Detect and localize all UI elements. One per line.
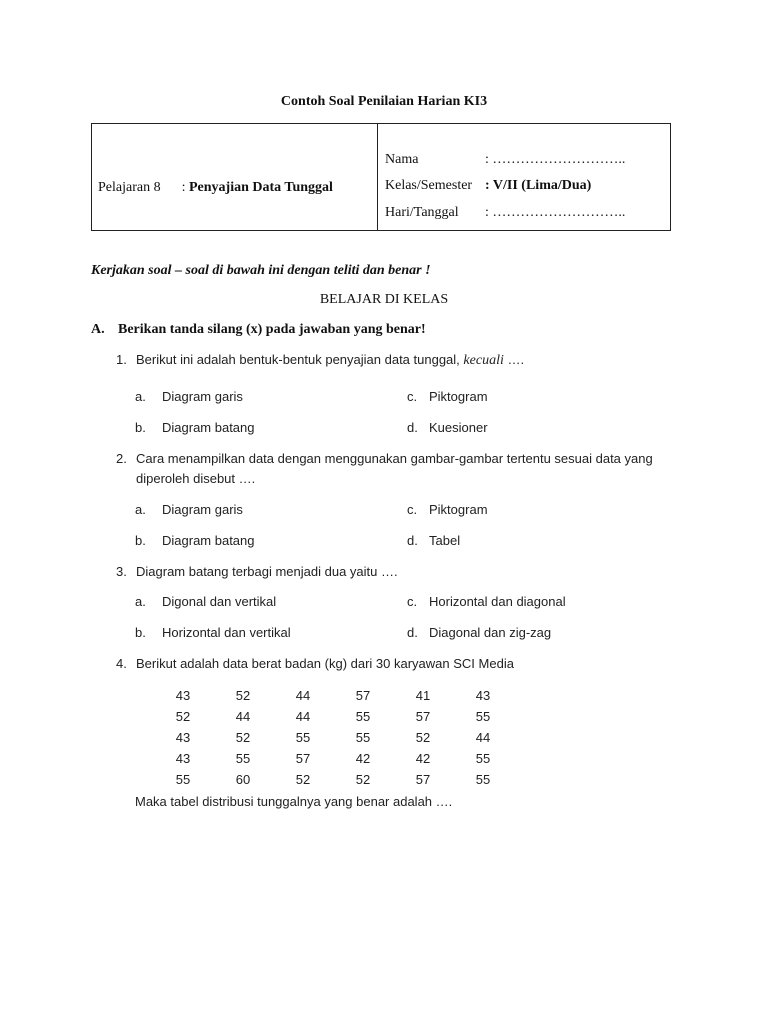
option-letter: c. <box>407 389 418 404</box>
option-text: Horizontal dan diagonal <box>429 594 566 609</box>
class-label: Kelas/Semester <box>385 178 473 193</box>
question-4-followup: Maka tabel distribusi tunggalnya yang benar adalah …. <box>135 794 453 809</box>
class-value: : V/II (Lima/Dua) <box>485 178 592 193</box>
data-cell: 44 <box>295 709 311 724</box>
section-title: BELAJAR DI KELAS <box>319 292 449 307</box>
q1-option-a[interactable] <box>135 389 243 404</box>
lesson-topic: Penyajian Data Tunggal <box>188 180 333 195</box>
data-cell: 42 <box>415 751 431 766</box>
option-letter: a. <box>135 594 146 609</box>
question-1-text <box>136 352 524 369</box>
q1-option-b[interactable] <box>135 420 255 435</box>
data-cell: 43 <box>175 751 191 766</box>
data-cell: 55 <box>175 772 191 787</box>
option-letter: b. <box>135 533 146 548</box>
q1-option-d[interactable] <box>407 420 488 435</box>
instruction: Kerjakan soal – soal di bawah ini dengan teliti dan benar ! <box>91 263 431 278</box>
table-divider <box>377 124 378 230</box>
option-letter: a. <box>135 502 146 517</box>
question-3-number: 3. <box>116 564 127 579</box>
page-title: Contoh Soal Penilaian Harian KI3 <box>280 94 488 109</box>
data-cell: 60 <box>235 772 251 787</box>
identity-table <box>91 123 671 231</box>
data-cell: 43 <box>175 730 191 745</box>
lesson-cell <box>98 180 333 196</box>
data-cell: 57 <box>355 688 371 703</box>
class-row <box>385 178 591 194</box>
name-label: Nama <box>385 152 419 167</box>
data-cell: 52 <box>415 730 431 745</box>
data-cell: 44 <box>235 709 251 724</box>
part-a-text: Berikan tanda silang (x) pada jawaban yang benar! <box>118 322 426 337</box>
option-letter: b. <box>135 625 146 640</box>
date-label: Hari/Tanggal <box>385 205 459 220</box>
question-2-line2: diperoleh disebut …. <box>136 471 256 486</box>
data-cell: 52 <box>295 772 311 787</box>
question-4-number: 4. <box>116 656 127 671</box>
option-text: Diagonal dan zig-zag <box>429 625 552 640</box>
data-cell: 52 <box>175 709 191 724</box>
data-cell: 55 <box>475 772 491 787</box>
data-cell: 57 <box>415 772 431 787</box>
option-letter: c. <box>407 594 418 609</box>
data-cell: 41 <box>415 688 431 703</box>
q3-option-d[interactable] <box>407 625 551 640</box>
question-1-tail: …. <box>503 352 525 367</box>
q3-option-b[interactable] <box>135 625 291 640</box>
data-cell: 55 <box>295 730 311 745</box>
option-letter: d. <box>407 420 418 435</box>
question-1-main: Berikut ini adalah bentuk-bentuk penyajian data tunggal, <box>136 352 460 367</box>
name-value: : ……………………….. <box>485 152 626 167</box>
data-cell: 55 <box>235 751 251 766</box>
option-text: Diagram batang <box>162 420 255 435</box>
data-cell: 52 <box>355 772 371 787</box>
option-letter: d. <box>407 625 418 640</box>
part-a-letter: A. <box>91 322 105 337</box>
question-1-italic: kecuali <box>463 353 504 368</box>
q1-option-c[interactable] <box>407 389 488 404</box>
option-text: Diagram garis <box>162 502 243 517</box>
data-cell: 55 <box>355 709 371 724</box>
data-cell: 52 <box>235 730 251 745</box>
option-letter: b. <box>135 420 146 435</box>
data-cell: 44 <box>475 730 491 745</box>
q3-option-c[interactable] <box>407 594 566 609</box>
data-cell: 52 <box>235 688 251 703</box>
q2-option-a[interactable] <box>135 502 243 517</box>
question-3-text: Diagram batang terbagi menjadi dua yaitu …. <box>136 564 398 579</box>
option-letter: d. <box>407 533 418 548</box>
name-row <box>385 152 625 168</box>
option-text: Digonal dan vertikal <box>162 594 277 609</box>
lesson-label: Pelajaran 8 <box>98 180 161 195</box>
option-text: Piktogram <box>429 389 488 404</box>
option-letter: c. <box>407 502 418 517</box>
q2-option-c[interactable] <box>407 502 488 517</box>
option-text: Piktogram <box>429 502 488 517</box>
q2-option-b[interactable] <box>135 533 255 548</box>
data-cell: 55 <box>475 751 491 766</box>
option-text: Diagram batang <box>162 533 255 548</box>
data-cell: 55 <box>475 709 491 724</box>
data-cell: 44 <box>295 688 311 703</box>
data-cell: 43 <box>475 688 491 703</box>
question-1-number: 1. <box>116 352 127 367</box>
date-value: : ……………………….. <box>485 205 626 220</box>
option-text: Kuesioner <box>429 420 488 435</box>
data-cell: 57 <box>415 709 431 724</box>
option-letter: a. <box>135 389 146 404</box>
question-2-number: 2. <box>116 451 127 466</box>
option-text: Horizontal dan vertikal <box>162 625 291 640</box>
date-row <box>385 205 625 221</box>
lesson-separator: : <box>181 180 186 195</box>
part-a-heading <box>91 322 426 338</box>
option-text: Diagram garis <box>162 389 243 404</box>
data-cell: 43 <box>175 688 191 703</box>
question-4-text: Berikut adalah data berat badan (kg) dari 30 karyawan SCI Media <box>136 656 514 671</box>
q3-option-a[interactable] <box>135 594 276 609</box>
question-2-line1: Cara menampilkan data dengan menggunakan gambar-gambar tertentu sesuai data yang <box>136 451 653 466</box>
data-cell: 55 <box>355 730 371 745</box>
data-cell: 57 <box>295 751 311 766</box>
option-text: Tabel <box>429 533 461 548</box>
q2-option-d[interactable] <box>407 533 460 548</box>
data-cell: 42 <box>355 751 371 766</box>
